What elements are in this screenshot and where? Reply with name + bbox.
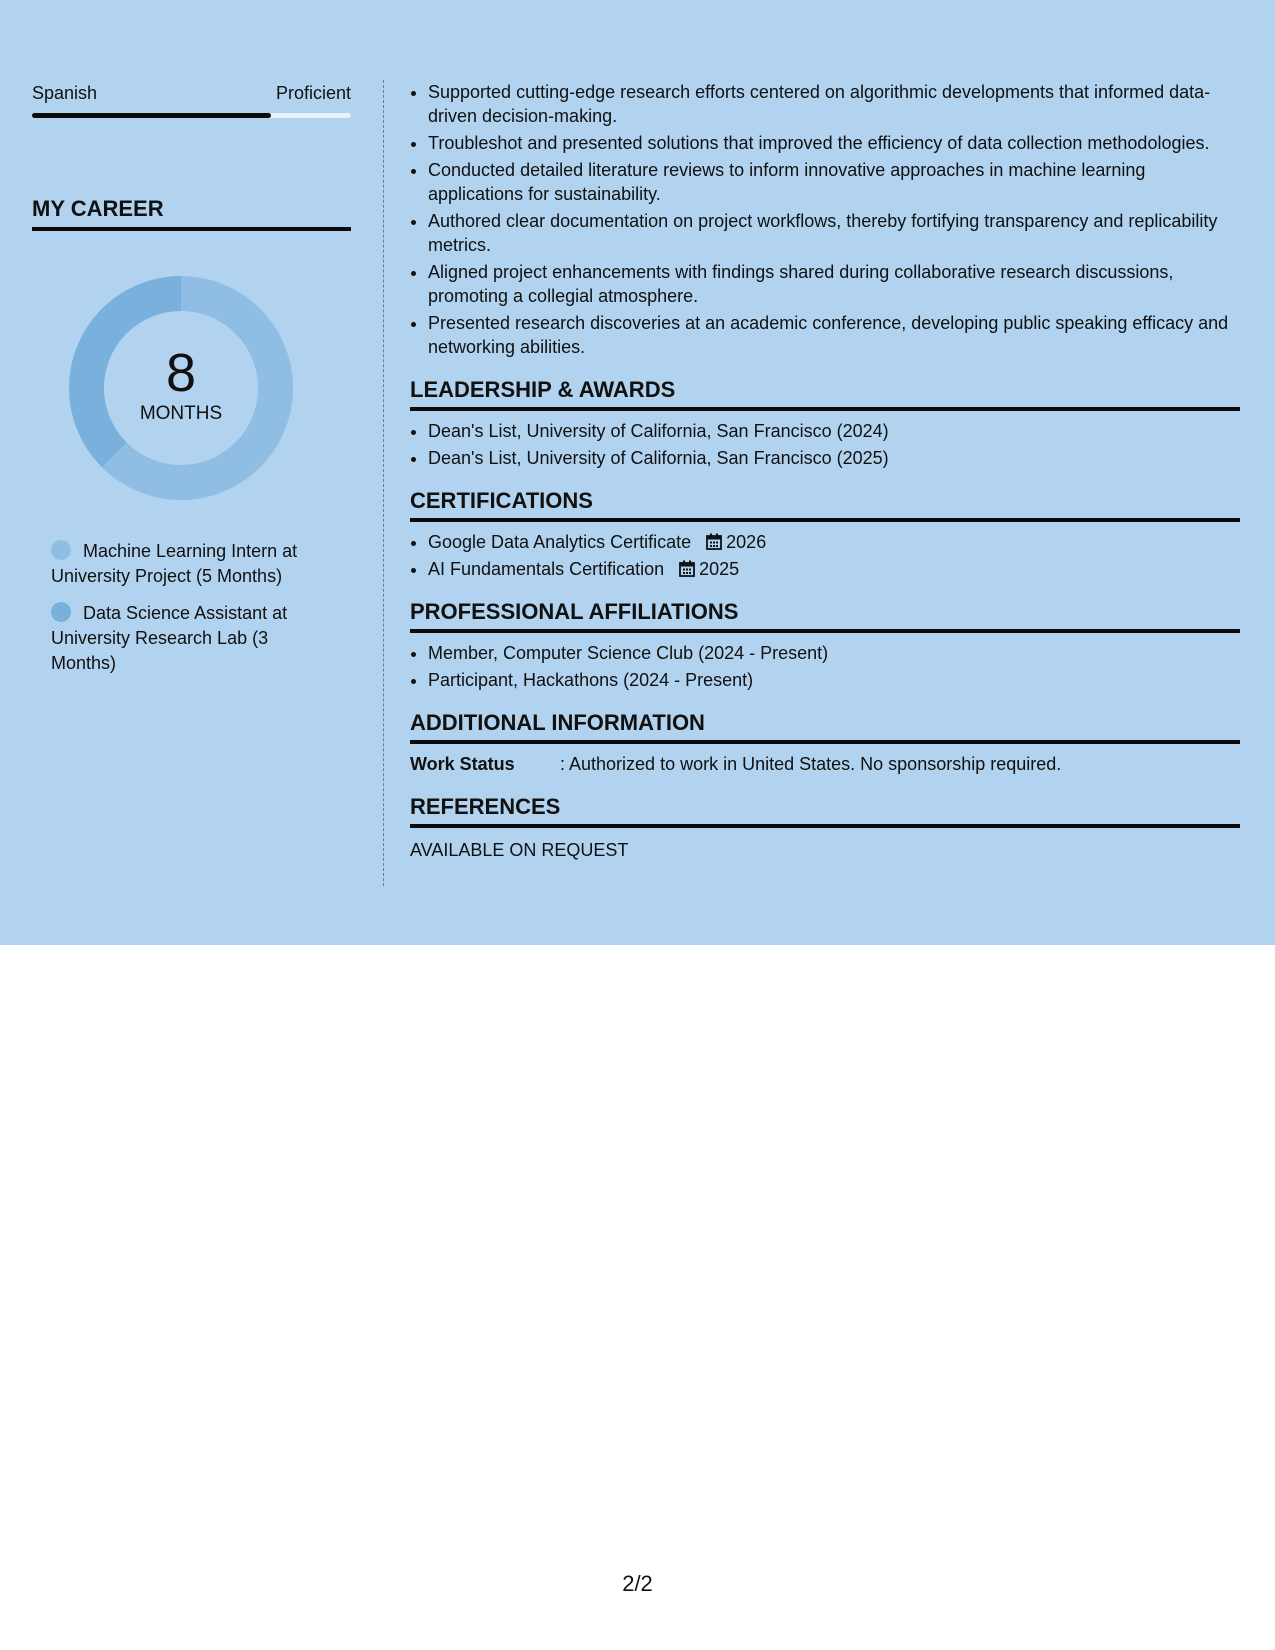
- affiliations-list: [410, 641, 1240, 692]
- certifications-title: CERTIFICATIONS: [410, 488, 1240, 522]
- leadership-item: • Dean's List, University of California, San Francisco (2025): [428, 446, 1240, 470]
- certification-item: [428, 557, 1240, 581]
- calendar-icon: [706, 533, 722, 550]
- career-total-number: 8: [165, 343, 197, 403]
- experience-bullet: • Troubleshot and presented solutions that improved the efficiency of data collection methodologies.: [428, 131, 1240, 155]
- experience-bullet: • Aligned project enhancements with findings shared during collaborative research discussions, promoting a collegial atmosphere.: [428, 260, 1240, 308]
- work-status-label: Work Status: [410, 754, 515, 774]
- leadership-section: [410, 377, 1240, 470]
- affiliation-item: • Member, Computer Science Club (2024 - Present): [428, 641, 1240, 665]
- certification-date: [679, 557, 739, 581]
- career-section-title: MY CAREER: [32, 196, 351, 231]
- column-divider: [383, 80, 384, 886]
- references-title: REFERENCES: [410, 794, 1240, 828]
- experience-bullet: • Authored clear documentation on project workflows, thereby fortifying transparency and replicability metrics.: [428, 209, 1240, 257]
- certifications-list: [410, 530, 1240, 581]
- experience-bullet: • Supported cutting-edge research efforts centered on algorithmic developments that informed data-driven decision-making.: [428, 80, 1240, 128]
- certification-name: Google Data Analytics Certificate: [428, 532, 692, 552]
- certification-date: [706, 530, 766, 554]
- certifications-section: [410, 488, 1240, 581]
- calendar-icon: [679, 560, 695, 577]
- right-column: [410, 80, 1240, 862]
- legend-label: Data Science Assistant at University Research Lab (3 Months): [51, 603, 288, 673]
- legend-label: Machine Learning Intern at University Project (5 Months): [51, 541, 298, 586]
- legend-item: [51, 539, 321, 589]
- affiliation-item: • Participant, Hackathons (2024 - Present): [428, 668, 1240, 692]
- language-level-fill: [32, 113, 271, 118]
- language-level-bar: [32, 113, 351, 118]
- page-number: 2/2: [622, 1571, 653, 1596]
- legend-dot: [51, 602, 71, 622]
- donut-center: [66, 273, 296, 503]
- additional-info-title: ADDITIONAL INFORMATION: [410, 710, 1240, 744]
- work-status-value: : Authorized to work in United States. No sponsorship required.: [560, 754, 1062, 774]
- experience-bullet: • Conducted detailed literature reviews to inform innovative approaches in machine learning applications for sustainability.: [428, 158, 1240, 206]
- legend-item: [51, 601, 321, 676]
- leadership-title: LEADERSHIP & AWARDS: [410, 377, 1240, 411]
- experience-bullets: [410, 80, 1240, 359]
- legend-dot: [51, 540, 71, 560]
- leadership-list: [410, 419, 1240, 470]
- left-column: [32, 82, 351, 688]
- affiliations-section: [410, 599, 1240, 692]
- language-row: [32, 82, 351, 104]
- certification-name: AI Fundamentals Certification: [428, 559, 665, 579]
- affiliations-title: PROFESSIONAL AFFILIATIONS: [410, 599, 1240, 633]
- work-status-row: [410, 752, 1240, 776]
- career-legend: [51, 539, 321, 676]
- certification-year: 2026: [726, 532, 767, 552]
- leadership-item: • Dean's List, University of California, San Francisco (2024): [428, 419, 1240, 443]
- certification-item: [428, 530, 1240, 554]
- certification-year: 2025: [699, 559, 740, 579]
- career-donut-chart: [66, 273, 296, 503]
- references-section: [410, 794, 1240, 862]
- language-name: Spanish: [32, 83, 98, 103]
- additional-info-section: [410, 710, 1240, 776]
- language-level: Proficient: [275, 83, 351, 103]
- career-total-unit: MONTHS: [139, 403, 223, 424]
- references-text: AVAILABLE ON REQUEST: [410, 840, 629, 860]
- experience-bullet: • Presented research discoveries at an academic conference, developing public speaking efficacy and networking abilities.: [428, 311, 1240, 359]
